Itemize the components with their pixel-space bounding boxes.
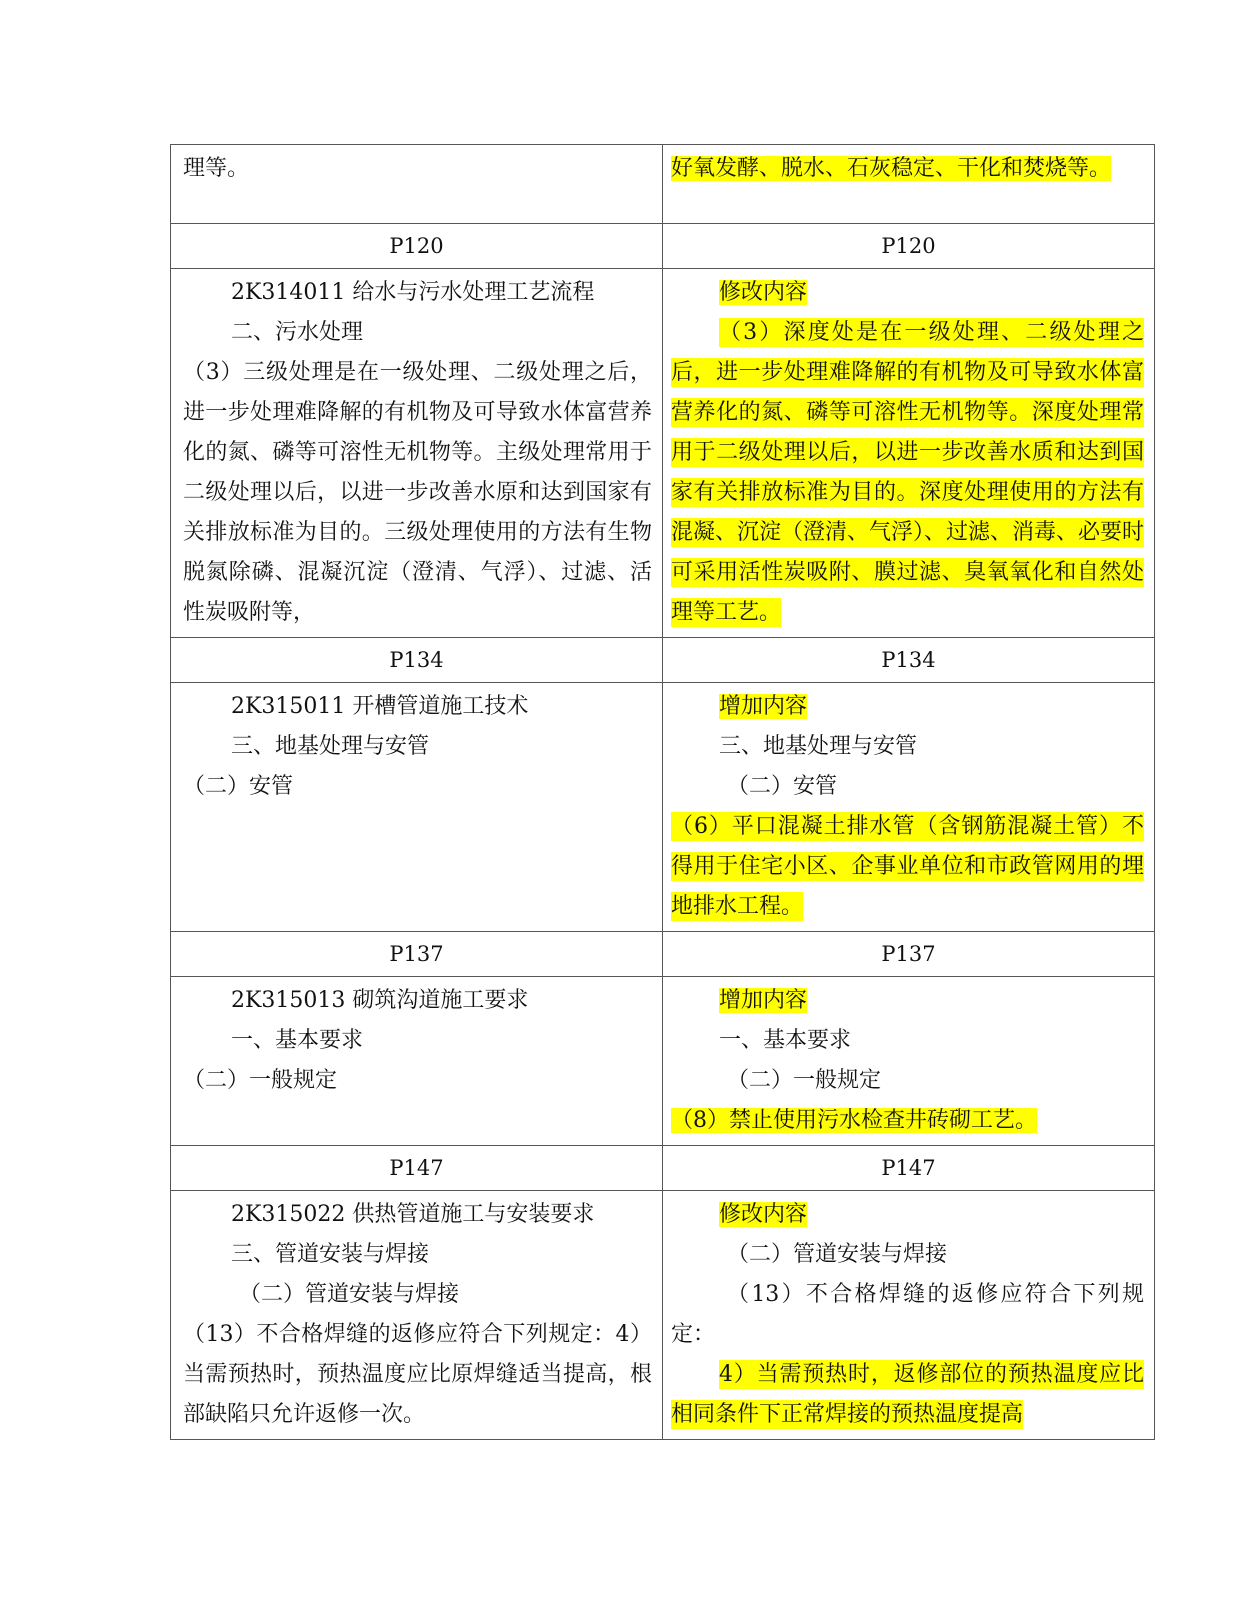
subsection-heading: （二）一般规定 <box>727 1068 882 1093</box>
page-number-left: P137 <box>171 932 663 977</box>
table-row <box>171 145 1155 224</box>
comparison-table <box>170 144 1155 1440</box>
highlighted-body: （6）平口混凝土排水管（含钢筋混凝土管）不得用于住宅小区、企事业单位和市政管网用的埋地排水工程。 <box>671 814 1144 919</box>
subsection-heading: （二）管道安装与焊接 <box>727 1242 948 1267</box>
body-text: （13）不合格焊缝的返修应符合下列规定：4）当需预热时，预热温度应比原焊缝适当提高，根部缺陷只允许返修一次。 <box>183 1322 652 1427</box>
table-row <box>171 683 1155 932</box>
page-number-left: P147 <box>171 1146 663 1191</box>
section-heading: 2K315013 砌筑沟道施工要求 <box>231 988 529 1013</box>
body-text: （3）三级处理是在一级处理、二级处理之后，进一步处理难降解的有机物及可导致水体富营养化的氮、磷等可溶性无机物等。主级处理常用于二级处理以后，以进一步改善水原和达到国家有关排放标准为目的。三级处理使用的方法有生物脱氮除磷、混凝沉淀（澄清、气浮）、过滤、活性炭吸附等， <box>183 360 652 625</box>
highlighted-body: （8）禁止使用污水检查井砖砌工艺。 <box>671 1108 1037 1133</box>
page-number-right: P147 <box>663 1146 1155 1191</box>
highlighted-body: 4）当需预热时，返修部位的预热温度应比相同条件下正常焊接的预热温度提高 <box>671 1362 1144 1427</box>
page-number-right: P137 <box>663 932 1155 977</box>
right-cell <box>663 977 1155 1146</box>
section-heading: 2K315011 开槽管道施工技术 <box>231 694 529 719</box>
table-row <box>171 269 1155 638</box>
page-reference-row <box>171 932 1155 977</box>
page-reference-row <box>171 224 1155 269</box>
page-number-right: P120 <box>663 224 1155 269</box>
change-tag: 增加内容 <box>719 988 808 1013</box>
subsection-heading: 二、污水处理 <box>231 320 364 345</box>
subsection-heading: 三、管道安装与焊接 <box>231 1242 430 1267</box>
right-cell <box>663 683 1155 932</box>
table-row <box>171 1191 1155 1440</box>
page-number-left: P134 <box>171 638 663 683</box>
change-tag: 修改内容 <box>719 280 808 305</box>
change-tag: 增加内容 <box>719 694 808 719</box>
subsection-heading: （二）安管 <box>727 774 838 799</box>
right-cell <box>663 1191 1155 1440</box>
subsection-heading: （二）一般规定 <box>183 1068 338 1093</box>
left-cell <box>171 145 663 224</box>
body-text: （13）不合格焊缝的返修应符合下列规定： <box>671 1282 1144 1347</box>
left-cell <box>171 977 663 1146</box>
table-row <box>171 977 1155 1146</box>
left-cell <box>171 1191 663 1440</box>
left-cell <box>171 269 663 638</box>
subsection-heading: （二）安管 <box>183 774 294 799</box>
change-tag: 修改内容 <box>719 1202 808 1227</box>
highlighted-text: 好氧发酵、脱水、石灰稳定、干化和焚烧等。 <box>671 156 1112 181</box>
right-cell <box>663 145 1155 224</box>
subsection-heading: 三、地基处理与安管 <box>231 734 430 759</box>
page-number-left: P120 <box>171 224 663 269</box>
page-reference-row <box>171 1146 1155 1191</box>
right-cell <box>663 269 1155 638</box>
subsection-heading: 三、地基处理与安管 <box>719 734 918 759</box>
subsection-heading: 一、基本要求 <box>719 1028 852 1053</box>
section-heading: 2K314011 给水与污水处理工艺流程 <box>231 280 595 305</box>
left-cell <box>171 683 663 932</box>
subsection-heading: （二）管道安装与焊接 <box>239 1282 460 1307</box>
left-text: 理等。 <box>183 156 250 181</box>
section-heading: 2K315022 供热管道施工与安装要求 <box>231 1202 595 1227</box>
page-number-right: P134 <box>663 638 1155 683</box>
page-reference-row <box>171 638 1155 683</box>
subsection-heading: 一、基本要求 <box>231 1028 364 1053</box>
highlighted-body: （3）深度处是在一级处理、二级处理之后，进一步处理难降解的有机物及可导致水体富营养化的氮、磷等可溶性无机物等。深度处理常用于二级处理以后，以进一步改善水质和达到国家有关排放标准为目的。深度处理使用的方法有混凝、沉淀（澄清、气浮）、过滤、消毒、必要时可采用活性炭吸附、膜过滤、臭氧氧化和自然处理等工艺。 <box>671 320 1145 625</box>
